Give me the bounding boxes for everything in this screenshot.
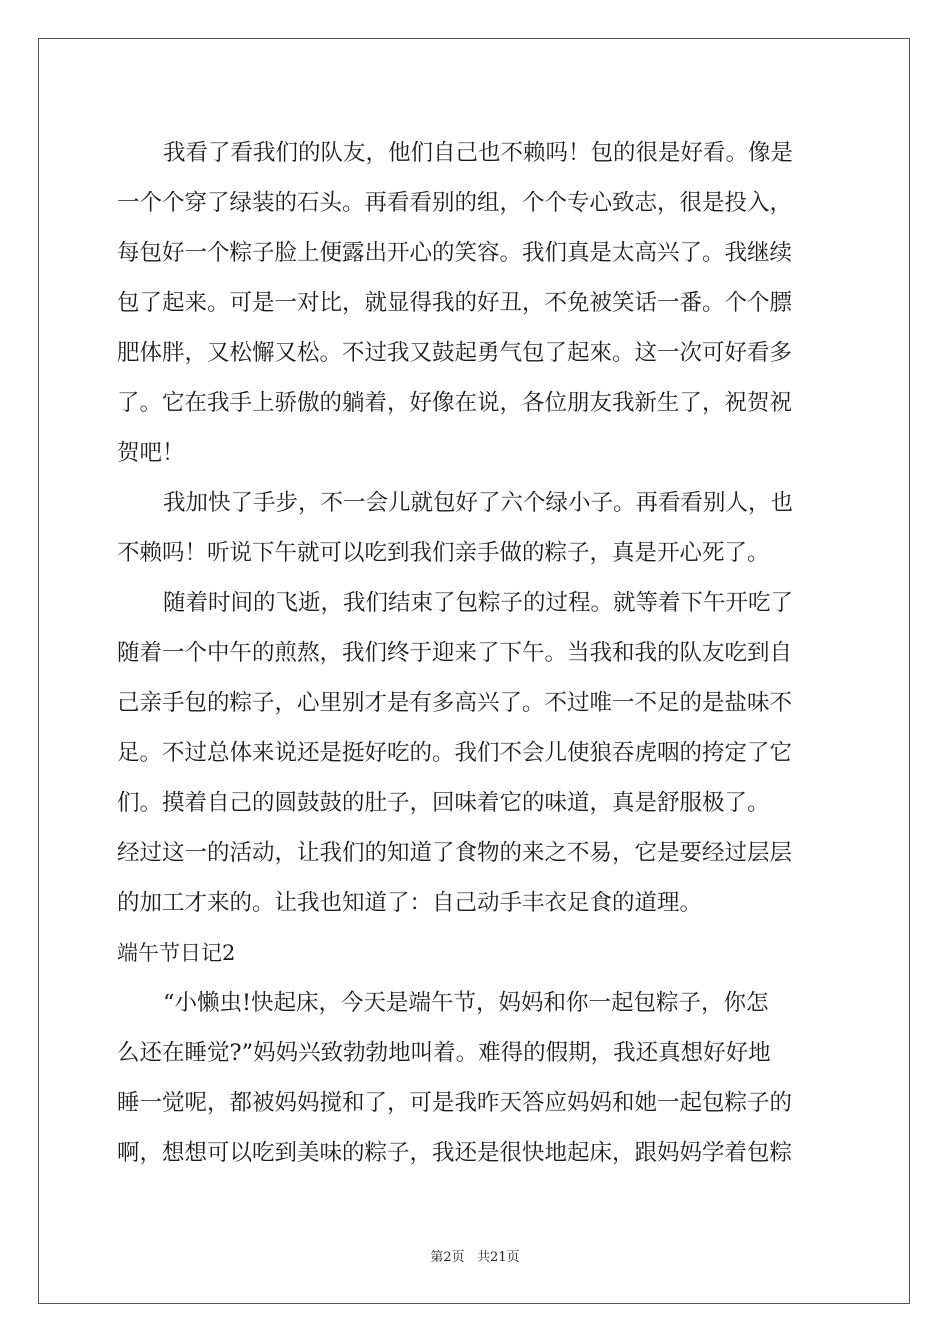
page-number-footer: 第2页 共21页: [430, 1250, 520, 1265]
text-line: 的加工才来的。让我也知道了：自己动手丰衣足食的道理。: [117, 890, 703, 916]
text-line: 们。摸着自己的圆鼓鼓的肚子，回味着它的味道，真是舒服极了。: [117, 790, 770, 816]
text-line: 了。它在我手上骄傲的躺着，好像在说，各位朋友我新生了，祝贺祝: [117, 390, 793, 416]
text-line: 经过这一的活动，让我们的知道了食物的来之不易，它是要经过层层: [117, 840, 793, 866]
text-line: 睡一觉呢，都被妈妈搅和了，可是我昨天答应妈妈和她一起包粽子的: [117, 1090, 793, 1116]
text-line: 啊，想想可以吃到美味的粽子，我还是很快地起床，跟妈妈学着包粽: [117, 1140, 793, 1166]
section-title: 端午节日记2: [117, 941, 236, 965]
paragraph-1: [117, 128, 833, 478]
text-line: 肥体胖，又松懈又松。不过我又鼓起勇气包了起來。这一次可好看多: [117, 340, 793, 366]
text-line: 我加快了手步，不一会儿就包好了六个绿小子。再看看别人，也: [163, 490, 794, 516]
text-line: 我看了看我们的队友，他们自己也不赖吗！包的很是好看。像是: [163, 140, 794, 166]
text-line: 一个个穿了绿装的石头。再看看别的组，个个专心致志，很是投入，: [117, 190, 793, 216]
paragraph-4: [117, 978, 833, 1178]
text-line: 每包好一个粽子脸上便露出开心的笑容。我们真是太高兴了。我继续: [117, 240, 793, 266]
text-line: 足。不过总体来说还是挺好吃的。我们不会儿使狼吞虎咽的挎定了它: [117, 740, 793, 766]
paragraph-3: [117, 578, 833, 928]
document-body: [117, 128, 833, 1178]
text-line: 包了起来。可是一对比，就显得我的好丑，不免被笑话一番。个个膘: [117, 290, 793, 316]
text-line: 己亲手包的粽子，心里别才是有多高兴了。不过唯一不足的是盐味不: [117, 690, 793, 716]
text-line: “小懒虫!快起床，今天是端午节，妈妈和你一起包粽子，你怎: [163, 990, 769, 1016]
text-line: 不赖吗！听说下午就可以吃到我们亲手做的粽子，真是开心死了。: [117, 540, 770, 566]
paragraph-2: [117, 478, 833, 578]
text-line: 随着一个中午的煎熬，我们终于迎来了下午。当我和我的队友吃到自: [117, 640, 793, 666]
text-line: 贺吧！: [117, 440, 185, 466]
text-line: 随着时间的飞逝，我们结束了包粽子的过程。就等着下午开吃了: [163, 590, 794, 616]
text-line: 么还在睡觉?”妈妈兴致勃勃地叫着。难得的假期，我还真想好好地: [117, 1040, 771, 1066]
